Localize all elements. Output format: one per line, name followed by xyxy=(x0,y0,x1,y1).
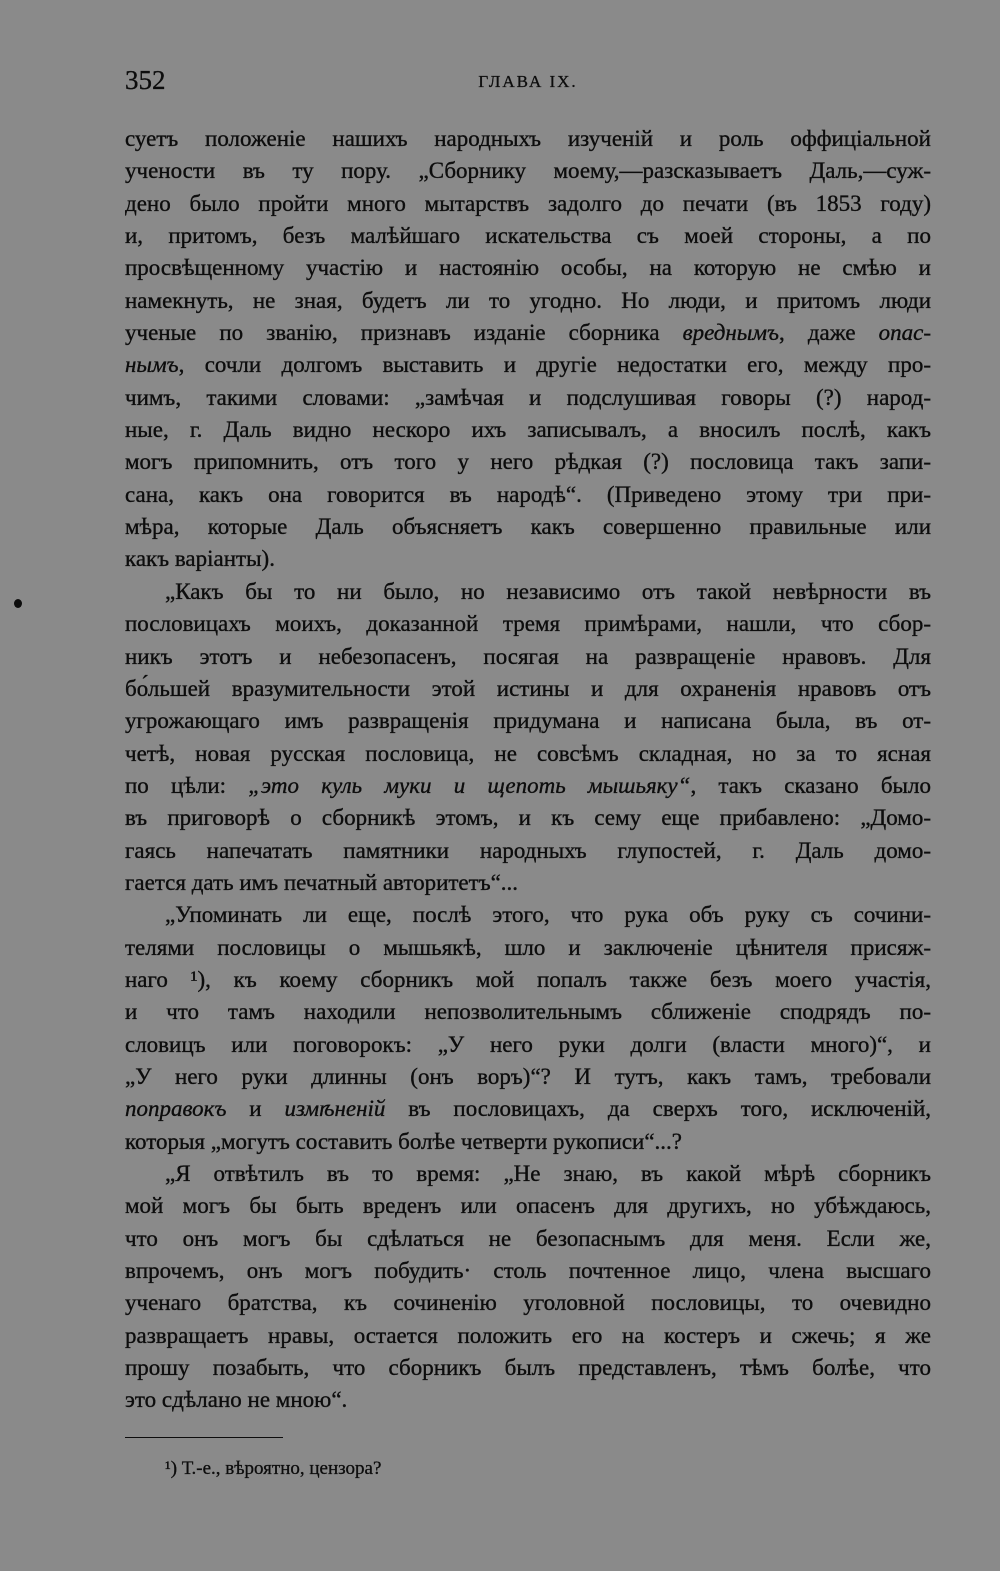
text-run: это сдѣлано не мною“. xyxy=(125,1387,348,1413)
paragraph xyxy=(125,1158,931,1417)
text-run: учености въ ту пору. „Сборнику моему,—разсказываетъ Даль,—суж- xyxy=(125,158,931,184)
body-text xyxy=(125,123,931,1417)
text-line xyxy=(125,1287,931,1319)
text-run: и, притомъ, безъ малѣйшаго искательства съ моей стороны, а по xyxy=(125,223,931,249)
text-line xyxy=(125,155,931,187)
text-line xyxy=(125,188,931,220)
text-run: намекнуть, не зная, будетъ ли то угодно. Но люди, и притомъ люди xyxy=(125,287,931,313)
text-run: ученые по званію, признавъ изданіе сборника xyxy=(125,320,683,346)
text-line xyxy=(125,1223,931,1255)
text-run: въ приговорѣ о сборникѣ этомъ, и къ сему еще прибавлено: „Домо- xyxy=(125,805,931,831)
text-run: просвѣщенному участію и настоянію особы, на которую не смѣю и xyxy=(125,255,931,281)
text-line xyxy=(125,867,931,899)
running-head: ГЛАВА IX. xyxy=(478,72,578,91)
text-run: „Какъ бы то ни было, но независимо отъ такой невѣрности въ xyxy=(165,578,931,604)
text-run: дено было пройти много мытарствъ задолго до печати (въ 1853 году) xyxy=(125,190,931,216)
text-run: словицъ или поговорокъ: „У него руки долги (власти много)“, и xyxy=(125,1031,931,1057)
italic-text-run: „это куль муки и щепоть мышьяку“ xyxy=(248,772,691,798)
margin-speck xyxy=(14,599,22,608)
text-run: суетъ положеніе нашихъ народныхъ изученій и роль оффиціальной xyxy=(125,126,931,151)
page-number: 352 xyxy=(125,65,166,95)
italic-text-run: поправокъ xyxy=(125,1096,227,1122)
text-line xyxy=(125,1061,931,1093)
text-line xyxy=(125,382,931,414)
text-line xyxy=(125,479,931,511)
footnote-text: Т.-е., вѣроятно, цензора? xyxy=(181,1458,382,1479)
text-run: какъ варіанты). xyxy=(125,546,275,572)
text-run: по цѣли: xyxy=(125,772,249,798)
text-line xyxy=(125,770,931,802)
text-run: четѣ, новая русская пословица, не совсѣмъ складная, но за то ясная xyxy=(125,740,931,766)
text-line xyxy=(125,511,931,543)
italic-text-run: вреднымъ xyxy=(682,320,779,346)
text-line xyxy=(125,1126,931,1158)
text-line xyxy=(125,446,931,478)
text-run: ученаго братства, къ сочиненію уголовной пословицы, то очевидно xyxy=(125,1290,931,1316)
text-run: могъ припомнить, отъ того у него рѣдкая (?) пословица такъ запи- xyxy=(125,449,931,475)
text-run: пословицахъ моихъ, доказанной тремя примѣрами, нашли, что сбор- xyxy=(125,611,931,637)
text-line xyxy=(125,835,931,867)
text-run: гаясь напечатать памятники народныхъ глупостей, г. Даль домо- xyxy=(125,837,931,863)
text-line xyxy=(125,576,931,608)
text-line xyxy=(125,932,931,964)
text-run: , сочли долгомъ выставить и другіе недостатки его, между про- xyxy=(178,352,931,378)
text-line xyxy=(125,673,931,705)
text-line xyxy=(125,317,931,349)
text-line xyxy=(125,123,931,155)
text-run: которыя „могутъ составить болѣе четверти рукописи“...? xyxy=(125,1128,683,1154)
text-line xyxy=(125,964,931,996)
text-run: гается дать имъ печатный авторитетъ“... xyxy=(125,869,519,895)
footnote-mark: ¹) xyxy=(165,1458,178,1479)
footnote xyxy=(165,1455,381,1483)
footnote-rule xyxy=(125,1437,283,1438)
text-line xyxy=(125,608,931,640)
text-line xyxy=(125,1029,931,1061)
text-run: что онъ могъ бы сдѣлаться не безопаснымъ для меня. Если же, xyxy=(125,1225,931,1251)
text-line xyxy=(125,641,931,673)
text-run: сана, какъ она говорится въ народѣ“. (Приведено этому три при- xyxy=(125,481,931,507)
italic-text-run: нымъ xyxy=(125,352,179,378)
text-run: въ пословицахъ, да сверхъ того, исключеній, xyxy=(385,1096,931,1122)
text-run: угрожающаго имъ развращенія придумана и написана была, въ от- xyxy=(125,708,931,734)
text-line xyxy=(125,1093,931,1125)
text-run: „Упоминать ли еще, послѣ этого, что рука объ руку съ сочини- xyxy=(165,902,931,928)
text-run: „Я отвѣтилъ въ то время: „Не знаю, въ какой мѣрѣ сборникъ xyxy=(165,1161,931,1186)
text-run: наго ¹), къ коему сборникъ мой попалъ также безъ моего участія, xyxy=(125,966,931,992)
text-run: мой могъ бы быть вреденъ или опасенъ для другихъ, но убѣждаюсь, xyxy=(125,1193,931,1219)
text-line xyxy=(125,1352,931,1384)
paragraph xyxy=(125,899,931,1158)
italic-text-run: опас- xyxy=(878,320,931,346)
text-run: чимъ, такими словами: „замѣчая и подслушивая говоры (?) народ- xyxy=(125,384,931,410)
text-line xyxy=(125,1384,931,1416)
text-run: , даже xyxy=(778,320,879,346)
paragraph xyxy=(125,576,931,899)
text-run: прошу позабыть, что сборникъ былъ представленъ, тѣмъ болѣе, что xyxy=(125,1355,931,1381)
text-run: и xyxy=(226,1096,285,1122)
paragraph xyxy=(125,123,931,576)
text-line xyxy=(125,738,931,770)
text-line xyxy=(125,1320,931,1352)
text-line xyxy=(125,996,931,1028)
text-line xyxy=(125,705,931,737)
text-line xyxy=(125,414,931,446)
text-run: „У него руки длинны (онъ воръ)“? И тутъ, какъ тамъ, требовали xyxy=(125,1063,931,1089)
text-run: ные, г. Даль видно нескоро ихъ записывалъ, а вносилъ послѣ, какъ xyxy=(125,417,931,443)
text-run: никъ этотъ и небезопасенъ, посягая на развращеніе нравовъ. Для xyxy=(125,643,931,669)
text-run: развращаетъ нравы, остается положить его на костеръ и сжечь; я же xyxy=(125,1322,931,1348)
text-run: впрочемъ, онъ могъ побудить· столь почтенное лицо, члена высшаго xyxy=(125,1258,931,1284)
text-line xyxy=(125,285,931,317)
text-line xyxy=(125,899,931,931)
text-line xyxy=(125,252,931,284)
text-line xyxy=(125,349,931,381)
text-run: и что тамъ находили непозволительнымъ сближеніе сподрядъ по- xyxy=(125,999,931,1025)
text-line xyxy=(125,1190,931,1222)
italic-text-run: измѣненій xyxy=(284,1096,386,1122)
text-run: телями пословицы о мышьякѣ, шло и заключеніе цѣнителя присяж- xyxy=(125,934,931,960)
text-line xyxy=(125,1158,931,1190)
text-line xyxy=(125,802,931,834)
text-line xyxy=(125,1255,931,1287)
text-run: , такъ сказано было xyxy=(690,772,931,798)
text-line xyxy=(125,543,931,575)
text-run: бо́льшей вразумительности этой истины и для охраненія нравовъ отъ xyxy=(125,675,931,701)
text-run: мѣра, которые Даль объясняетъ какъ совершенно правильные или xyxy=(125,514,931,540)
text-line xyxy=(125,220,931,252)
